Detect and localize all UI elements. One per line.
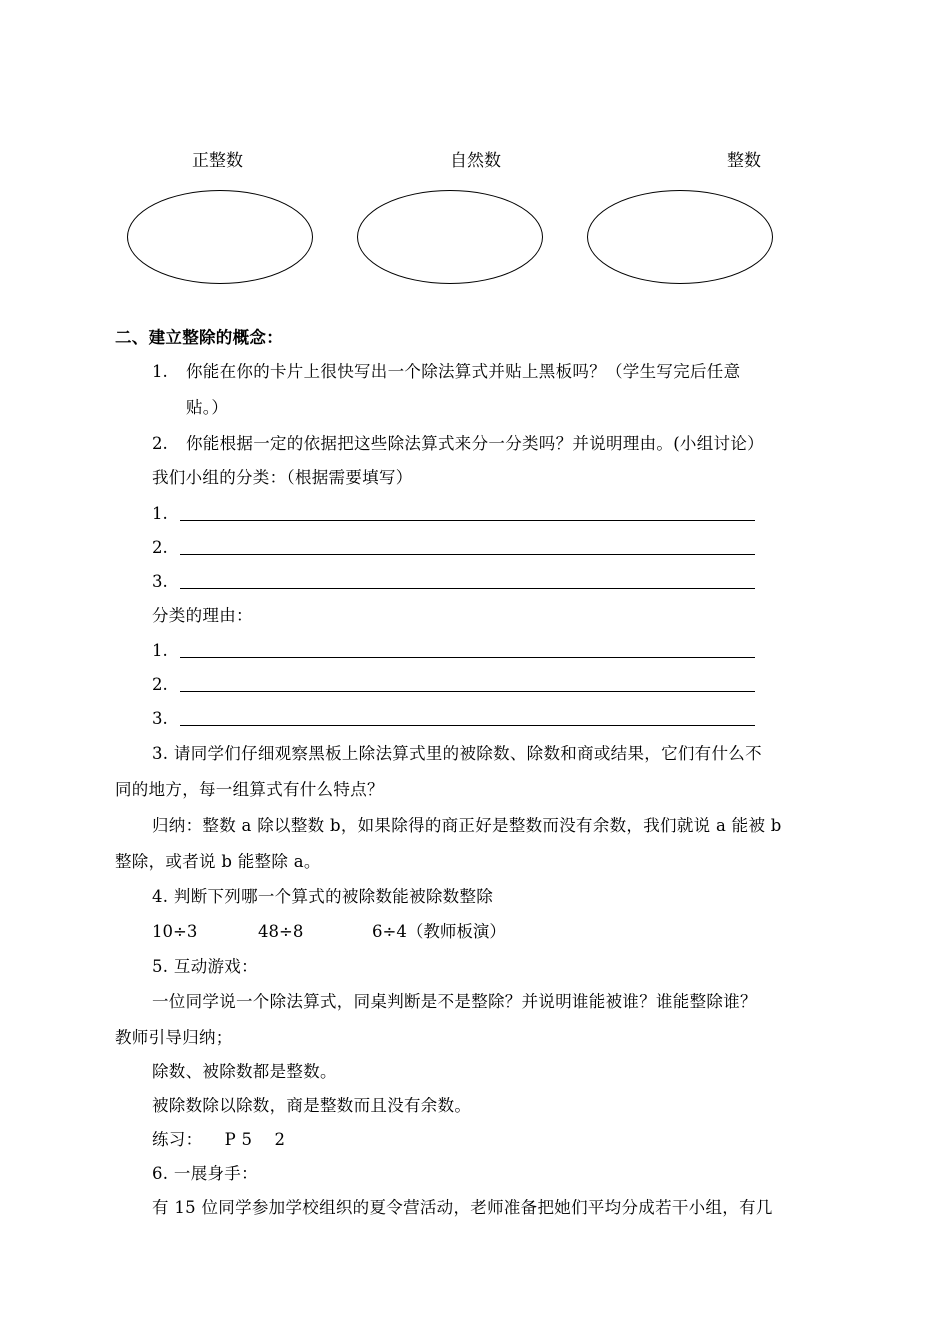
game-description: 一位同学说一个除法算式，同桌判断是不是整除？并说明谁能被谁？谁能整除谁？ [152, 992, 757, 1011]
summary-continuation: 整除，或者说 b 能整除 a。 [115, 852, 321, 871]
item3-continuation: 同的地方，每一组算式有什么特点？ [115, 780, 384, 799]
item2-text: 你能根据一定的依据把这些除法算式来分一分类吗？并说明理由。(小组讨论） [186, 434, 764, 453]
reason-label: 分类的理由： [152, 606, 253, 625]
formula-2: 48÷8 [258, 922, 304, 941]
answer-blank-line[interactable] [180, 554, 755, 555]
item1-text: 你能在你的卡片上很快写出一个除法算式并贴上黑板吗？（学生写完后任意 [186, 362, 741, 381]
item3-text: 3. 请同学们仔细观察黑板上除法算式里的被除数、除数和商或结果，它们有什么不 [152, 744, 762, 763]
blank-number: 2. [152, 538, 168, 557]
blank-number: 3. [152, 709, 168, 728]
blank-number: 2. [152, 675, 168, 694]
blank-number: 1. [152, 641, 168, 660]
answer-blank-line[interactable] [180, 588, 755, 589]
item2-number: 2. [152, 434, 168, 453]
blank-number: 1. [152, 504, 168, 523]
formula-1: 10÷3 [152, 922, 198, 941]
rule-1: 除数、被除数都是整数。 [152, 1062, 337, 1081]
task-text: 有 15 位同学参加学校组织的夏令营活动，老师准备把她们平均分成若干小组，有几 [152, 1198, 773, 1217]
formula-3: 6÷4（教师板演） [372, 922, 506, 941]
item1-continuation: 贴。） [186, 398, 229, 417]
label-natural-numbers: 自然数 [450, 151, 501, 171]
summary-text: 归纳：整数 a 除以整数 b，如果除得的商正好是整数而没有余数，我们就说 a 能被 b [152, 816, 782, 835]
label-positive-integers: 正整数 [192, 151, 243, 171]
section-heading: 二、建立整除的概念： [115, 328, 283, 347]
answer-blank-line[interactable] [180, 725, 755, 726]
item4-text: 4. 判断下列哪一个算式的被除数能被除数整除 [152, 887, 494, 906]
rule-2: 被除数除以除数，商是整数而且没有余数。 [152, 1096, 472, 1115]
game-continuation: 教师引导归纳； [115, 1028, 233, 1047]
answer-blank-line[interactable] [180, 657, 755, 658]
answer-blank-line[interactable] [180, 520, 755, 521]
item1-number: 1. [152, 362, 168, 381]
blank-number: 3. [152, 572, 168, 591]
ellipse-integers [587, 190, 773, 284]
group-classification-label: 我们小组的分类：（根据需要填写） [152, 468, 413, 487]
item6-text: 6. 一展身手： [152, 1164, 258, 1183]
practice-reference: 练习： P 5 2 [152, 1130, 286, 1149]
label-integers: 整数 [727, 151, 761, 171]
ellipse-positive-integers [127, 190, 313, 284]
ellipse-natural-numbers [357, 190, 543, 284]
answer-blank-line[interactable] [180, 691, 755, 692]
item5-text: 5. 互动游戏： [152, 957, 258, 976]
